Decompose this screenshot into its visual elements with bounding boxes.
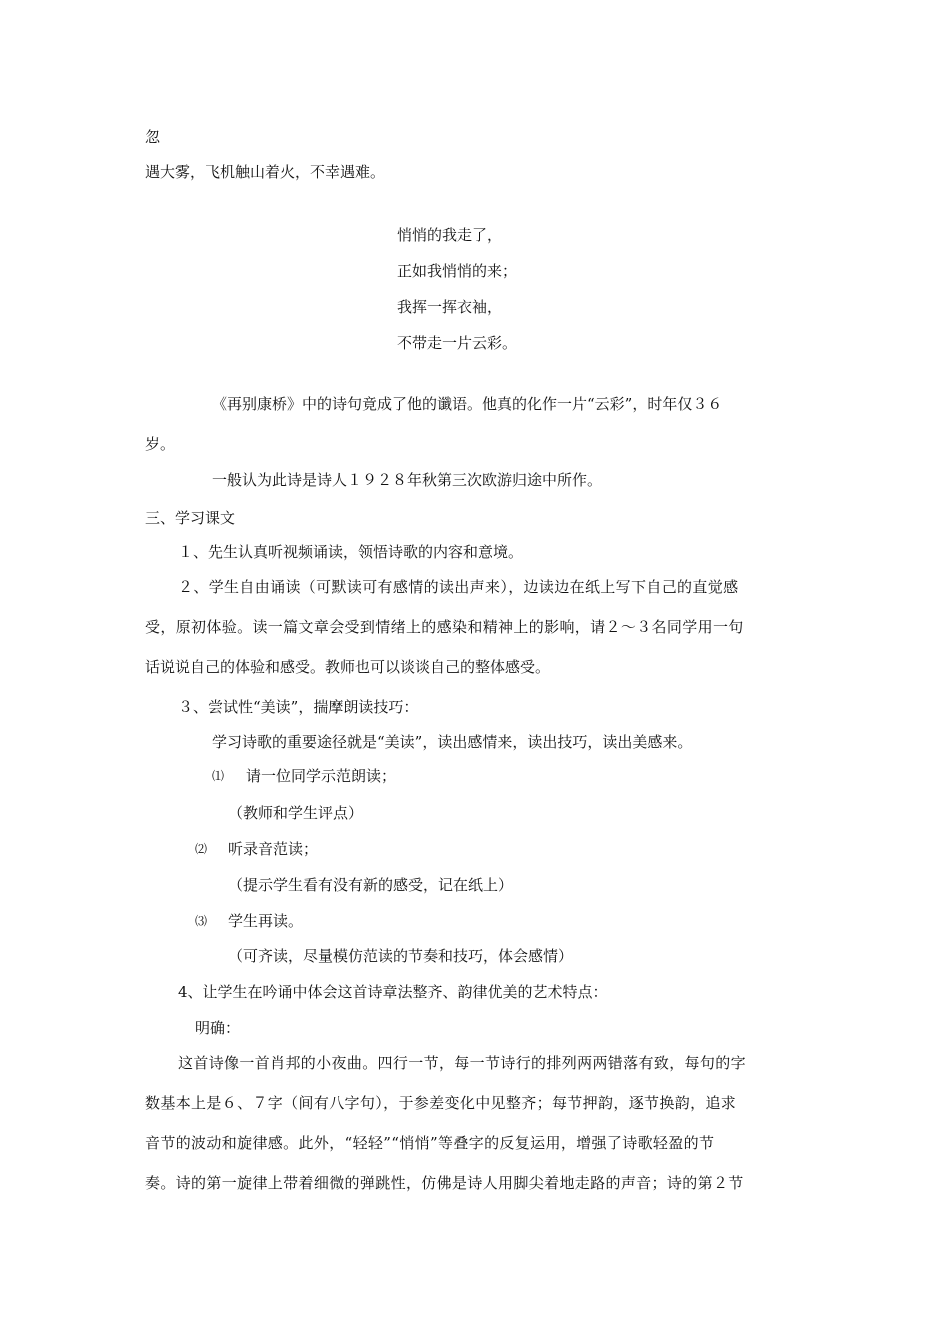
sub-item-2-text: 听录音范读； (228, 840, 319, 858)
analysis-line-3: 音节的波动和旋律感。此外，“轻轻”“悄悄”等叠字的反复运用，增强了诗歌轻盈的节 (145, 1134, 715, 1152)
list-item-2-line-3: 话说说自己的体验和感受。教师也可以谈谈自己的整体感受。 (145, 658, 551, 676)
paragraph-prophecy-line-2: 岁。 (145, 435, 176, 453)
sub-item-2-number: ⑵ (195, 842, 208, 856)
sub-item-1-number: ⑴ (212, 769, 225, 783)
poem-line-4: 不带走一片云彩。 (397, 334, 518, 352)
paragraph-date: 一般认为此诗是诗人１９２８年秋第三次欧游归途中所作。 (212, 471, 603, 489)
list-item-2-line-1: ２、学生自由诵读（可默读可有感情的读出声来），边读边在纸上写下自己的直觉感 (178, 578, 739, 596)
sub-item-1-note: （教师和学生评点） (228, 804, 364, 822)
list-item-3-intro: 学习诗歌的重要途径就是“美读”，读出感情来，读出技巧，读出美感来。 (212, 733, 693, 751)
poem-line-2: 正如我悄悄的来； (397, 262, 518, 280)
list-item-2-line-2: 受，原初体验。读一篇文章会受到情绪上的感染和精神上的影响，请２～３名同学用一句 (145, 618, 744, 636)
sub-item-2-note: （提示学生看有没有新的感受，记在纸上） (228, 876, 514, 894)
sub-item-1-text: 请一位同学示范朗读； (246, 767, 397, 785)
sub-item-3-text: 学生再读。 (228, 912, 304, 930)
paragraph-prophecy-line-1: 《再别康桥》中的诗句竟成了他的谶语。他真的化作一片“云彩”，时年仅３６ (212, 395, 723, 413)
list-item-4: 4、让学生在吟诵中体会这首诗章法整齐、韵律优美的艺术特点： (178, 983, 608, 1001)
intro-line-2: 遇大雾，飞机触山着火，不幸遇难。 (145, 163, 386, 181)
sub-item-3-number: ⑶ (195, 914, 208, 928)
list-item-1: １、先生认真听视频诵读，领悟诗歌的内容和意境。 (178, 543, 524, 561)
poem-line-1: 悄悄的我走了， (397, 226, 503, 244)
clarify-label: 明确： (195, 1019, 241, 1037)
analysis-line-1: 这首诗像一首肖邦的小夜曲。四行一节，每一节诗行的排列两两错落有致，每句的字 (178, 1054, 746, 1072)
section-heading: 三、学习课文 (145, 509, 236, 527)
poem-line-3: 我挥一挥衣袖， (397, 298, 503, 316)
intro-line-1: 忽 (145, 128, 161, 146)
analysis-line-2: 数基本上是６、７字（间有八字句），于参差变化中见整齐；每节押韵，逐节换韵，追求 (145, 1094, 737, 1112)
sub-item-3-note: （可齐读，尽量模仿范读的节奏和技巧，体会感情） (228, 947, 574, 965)
analysis-line-4: 奏。诗的第一旋律上带着细微的弹跳性，仿佛是诗人用脚尖着地走路的声音；诗的第２节 (145, 1174, 744, 1192)
list-item-3: ３、尝试性“美读”，揣摩朗读技巧： (178, 698, 419, 716)
